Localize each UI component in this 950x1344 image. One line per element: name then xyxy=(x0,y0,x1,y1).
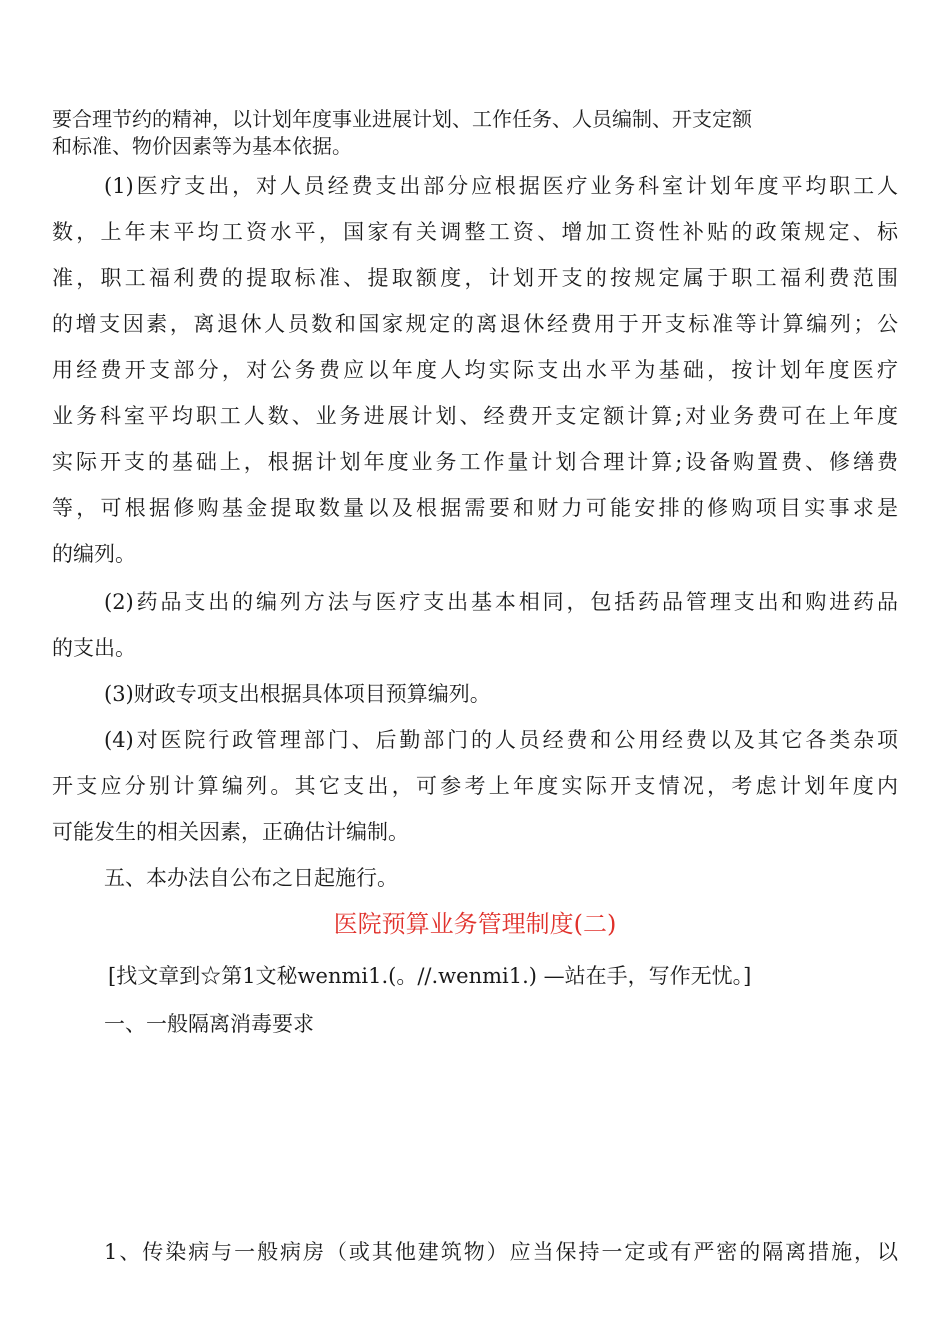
item1-line-5: 用经费开支部分，对公务费应以年度人均实际支出水平为基础，按计划年度医疗 xyxy=(52,358,898,382)
item1-line-2: 数，上年末平均工资水平，国家有关调整工资、增加工资性补贴的政策规定、标 xyxy=(52,220,898,244)
item4-line-2: 开支应分别计算编列。其它支出，可参考上年度实际开支情况，考虑计划年度内 xyxy=(52,774,898,798)
item1-line-8: 等，可根据修购基金提取数量以及根据需要和财力可能安排的修购项目实事求是 xyxy=(52,496,898,520)
item2-line-1: (2)药品支出的编列方法与医疗支出基本相同，包括药品管理支出和购进药品 xyxy=(104,590,898,614)
item1-line-1: (1)医疗支出，对人员经费支出部分应根据医疗业务科室计划年度平均职工人 xyxy=(104,174,898,198)
para1-line-1: 1、传染病与一般病房（或其他建筑物）应当保持一定或有严密的隔离措施，以 xyxy=(104,1240,898,1264)
item4-line-1: (4)对医院行政管理部门、后勤部门的人员经费和公用经费以及其它各类杂项 xyxy=(104,728,898,752)
item2-line-2: 的支出。 xyxy=(52,636,136,660)
heading-general-isolation: 一、一般隔离消毒要求 xyxy=(104,1012,314,1036)
item1-line-7: 实际开支的基础上，根据计划年度业务工作量计划合理计算;设备购置费、修缮费 xyxy=(52,450,898,474)
intro-line-2: 和标准、物价因素等为基本依据。 xyxy=(52,134,352,158)
item1-line-4: 的增支因素，离退休人员数和国家规定的离退休经费用于开支标准等计算编列；公 xyxy=(52,312,898,336)
item5-line: 五、本办法自公布之日起施行。 xyxy=(104,866,398,890)
intro-line-1: 要合理节约的精神，以计划年度事业进展计划、工作任务、人员编制、开支定额 xyxy=(52,107,752,131)
item1-line-9: 的编列。 xyxy=(52,542,136,566)
item3-line: (3)财政专项支出根据具体项目预算编列。 xyxy=(104,682,491,706)
item1-line-6: 业务科室平均职工人数、业务进展计划、经费开支定额计算;对业务费可在上年度 xyxy=(52,404,898,428)
section-title: 医院预算业务管理制度(二) xyxy=(333,910,617,938)
source-note: [找文章到☆第1文秘wenmi1.(。//.wenmi1.) —站在手，写作无忧。] xyxy=(108,964,752,988)
item4-line-3: 可能发生的相关因素，正确估计编制。 xyxy=(52,820,409,844)
item1-line-3: 准，职工福利费的提取标准、提取额度，计划开支的按规定属于职工福利费范围 xyxy=(52,266,898,290)
